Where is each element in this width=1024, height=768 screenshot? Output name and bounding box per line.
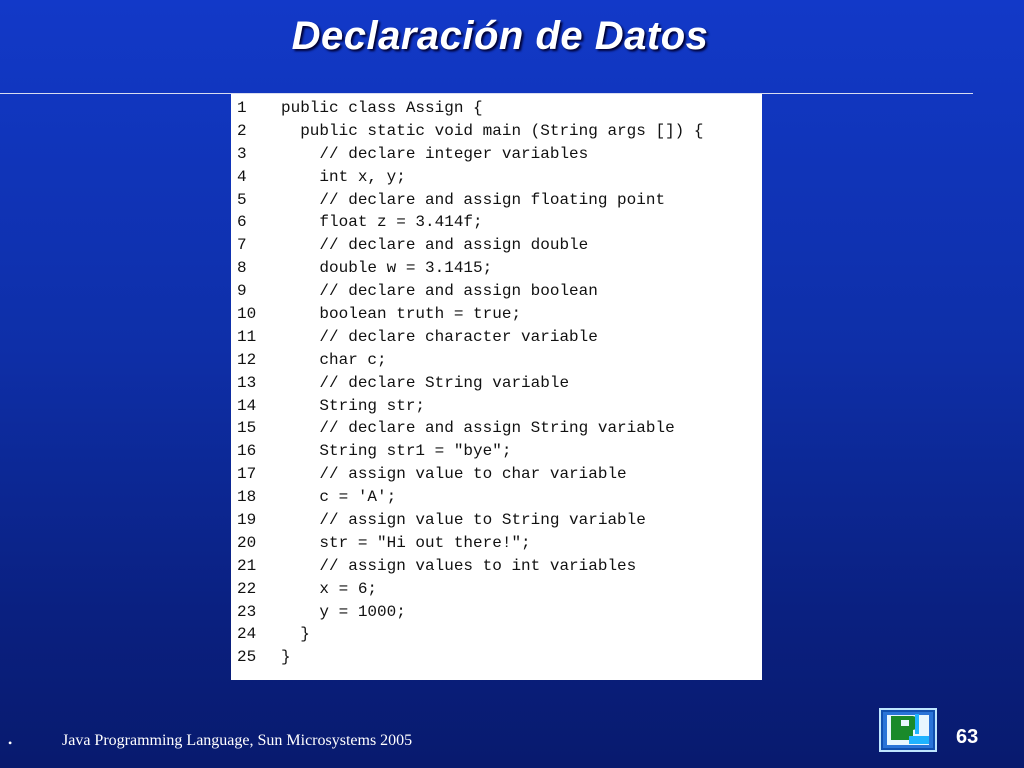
code-line [231,463,762,486]
code-line [231,532,762,555]
line-number: 20 [237,533,257,552]
code-line [231,646,762,669]
line-number: 16 [237,442,257,461]
code-text: String str1 = "bye"; [281,442,512,461]
code-text: public static void main (String args []) { [281,121,704,140]
code-line [231,349,762,372]
code-text: } [281,648,291,667]
code-text: // declare String variable [281,373,570,392]
line-number: 24 [237,625,257,644]
line-number: 14 [237,396,257,415]
line-number: 1 [237,99,247,117]
code-line [231,372,762,395]
code-line [231,623,762,646]
line-number: 18 [237,488,257,507]
code-text: int x, y; [281,167,406,186]
code-line [231,189,762,212]
code-text: boolean truth = true; [281,305,522,324]
code-line [231,280,762,303]
line-number: 19 [237,511,257,530]
code-text: // declare and assign double [281,236,589,255]
line-number: 13 [237,373,257,392]
code-line [231,486,762,509]
page-number: 63 [956,726,979,748]
code-text: // assign value to char variable [281,465,627,484]
code-listing [231,94,762,680]
code-line [231,120,762,143]
line-number: 11 [237,327,257,346]
logo-stripe [915,714,919,734]
code-line [231,555,762,578]
code-text: public class Assign { [281,99,483,117]
line-number: 4 [237,167,247,186]
code-text: double w = 3.1415; [281,259,493,278]
code-line [231,440,762,463]
code-line [231,601,762,624]
code-line [231,509,762,532]
footer-bullet: • [8,736,13,750]
line-number: 15 [237,419,257,438]
code-text: c = 'A'; [281,488,397,507]
code-text: } [281,625,310,644]
code-text: // declare and assign String variable [281,419,675,438]
line-number: 3 [237,144,247,163]
line-number: 21 [237,556,257,575]
code-line [231,257,762,280]
line-number: 2 [237,121,247,140]
code-text: y = 1000; [281,602,406,621]
footer-citation: Java Programming Language, Sun Microsystems 2005 [62,732,413,749]
line-number: 7 [237,236,247,255]
line-number: 8 [237,259,247,278]
code-text: // declare and assign boolean [281,282,598,301]
pj-logo-icon [879,708,937,752]
code-line [231,143,762,166]
line-number: 10 [237,305,257,324]
code-text: char c; [281,350,387,369]
code-line [231,166,762,189]
slide-title: Declaración de Datos [291,14,709,58]
code-text: // assign value to String variable [281,511,646,530]
code-text: // declare integer variables [281,144,589,163]
code-line [231,234,762,257]
code-line [231,211,762,234]
code-text: float z = 3.414f; [281,213,483,232]
code-text: str = "Hi out there!"; [281,533,531,552]
line-number: 6 [237,213,247,232]
code-text: // declare character variable [281,327,598,346]
code-text: x = 6; [281,579,378,598]
code-text: // declare and assign floating point [281,190,666,209]
code-line [231,417,762,440]
line-number: 9 [237,282,247,301]
code-line [231,578,762,601]
code-text: // assign values to int variables [281,556,637,575]
line-number: 12 [237,350,257,369]
line-number: 23 [237,602,257,621]
line-number: 17 [237,465,257,484]
code-text: String str; [281,396,426,415]
line-number: 22 [237,579,257,598]
code-line [231,326,762,349]
code-line [231,395,762,418]
line-number: 25 [237,648,257,667]
logo-tag [909,736,929,744]
code-line [231,97,762,120]
logo-letter-counter [901,720,909,726]
code-line [231,303,762,326]
line-number: 5 [237,190,247,209]
